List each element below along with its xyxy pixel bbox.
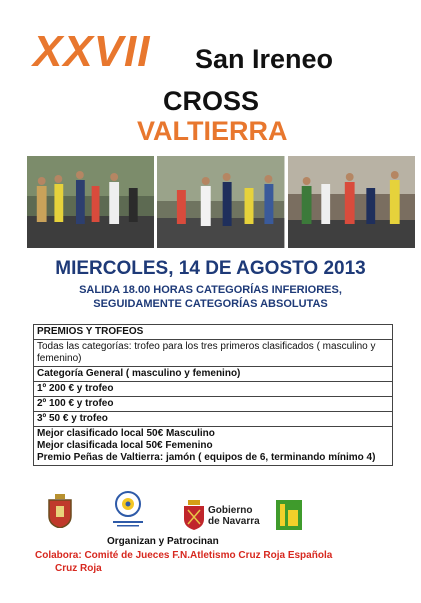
- collaborators-line-1: Colabora: Comité de Jueces F.N.Atletismo Cruz Roja Española: [35, 550, 333, 561]
- table-row: [34, 325, 393, 340]
- table-row: [34, 340, 393, 367]
- prizes-table: [33, 324, 393, 466]
- event-saint-title: San Ireneo: [195, 44, 334, 74]
- edition-numeral: XXVII: [33, 27, 151, 76]
- organizers-label: Organizan y Patrocinan: [107, 536, 219, 547]
- start-time-info: [0, 283, 421, 311]
- sponsor-logos: [0, 486, 421, 536]
- prize-local-female: Mejor clasificada local 50€ Femenino: [37, 440, 213, 451]
- prize-second: 2º 100 € y trofeo: [34, 397, 393, 412]
- navarra-shield-logo: [183, 500, 205, 535]
- table-row: [34, 397, 393, 412]
- runners-photo-1: [27, 156, 154, 248]
- collaborators-line-2: Cruz Roja: [55, 563, 102, 574]
- runners-photo-2: [157, 156, 284, 248]
- table-row: [34, 427, 393, 466]
- sports-club-logo: [111, 490, 145, 535]
- gobierno-line-1: Gobierno: [208, 505, 253, 516]
- table-row: [34, 412, 393, 427]
- prize-third: 3º 50 € y trofeo: [34, 412, 393, 427]
- gobierno-de-navarra-wordmark: [208, 505, 260, 527]
- prizes-general-category: Categoría General ( masculino y femenino): [34, 367, 393, 382]
- event-type-title: CROSS: [163, 86, 260, 116]
- start-info-line-2: SEGUIDAMENTE CATEGORÍAS ABSOLUTAS: [93, 298, 328, 310]
- gobierno-line-2: de Navarra: [208, 516, 260, 527]
- event-date: MIERCOLES, 14 DE AGOSTO 2013: [55, 258, 366, 279]
- table-row: [34, 382, 393, 397]
- runners-photo-3: [288, 156, 415, 248]
- prizes-local-and-penas: [34, 427, 393, 466]
- prize-local-male: Mejor clasificado local 50€ Masculino: [37, 428, 215, 439]
- start-info-line-1: SALIDA 18.00 HORAS CATEGORÍAS INFERIORES,: [79, 284, 342, 296]
- runners-photo-strip: [27, 156, 415, 248]
- event-town-title: VALTIERRA: [137, 116, 288, 146]
- prize-first: 1º 200 € y trofeo: [34, 382, 393, 397]
- prize-penas: Premio Peñas de Valtierra: jamón ( equipos de 6, terminando mínimo 4): [37, 452, 376, 463]
- prizes-heading: PREMIOS Y TROFEOS: [34, 325, 393, 340]
- regional-program-logo: [276, 500, 302, 535]
- valtierra-coat-of-arms-logo: [47, 494, 73, 533]
- table-row: [34, 367, 393, 382]
- prizes-all-categories: Todas las categorías: trofeo para los tres primeros clasificados ( masculino y femenino): [34, 340, 393, 367]
